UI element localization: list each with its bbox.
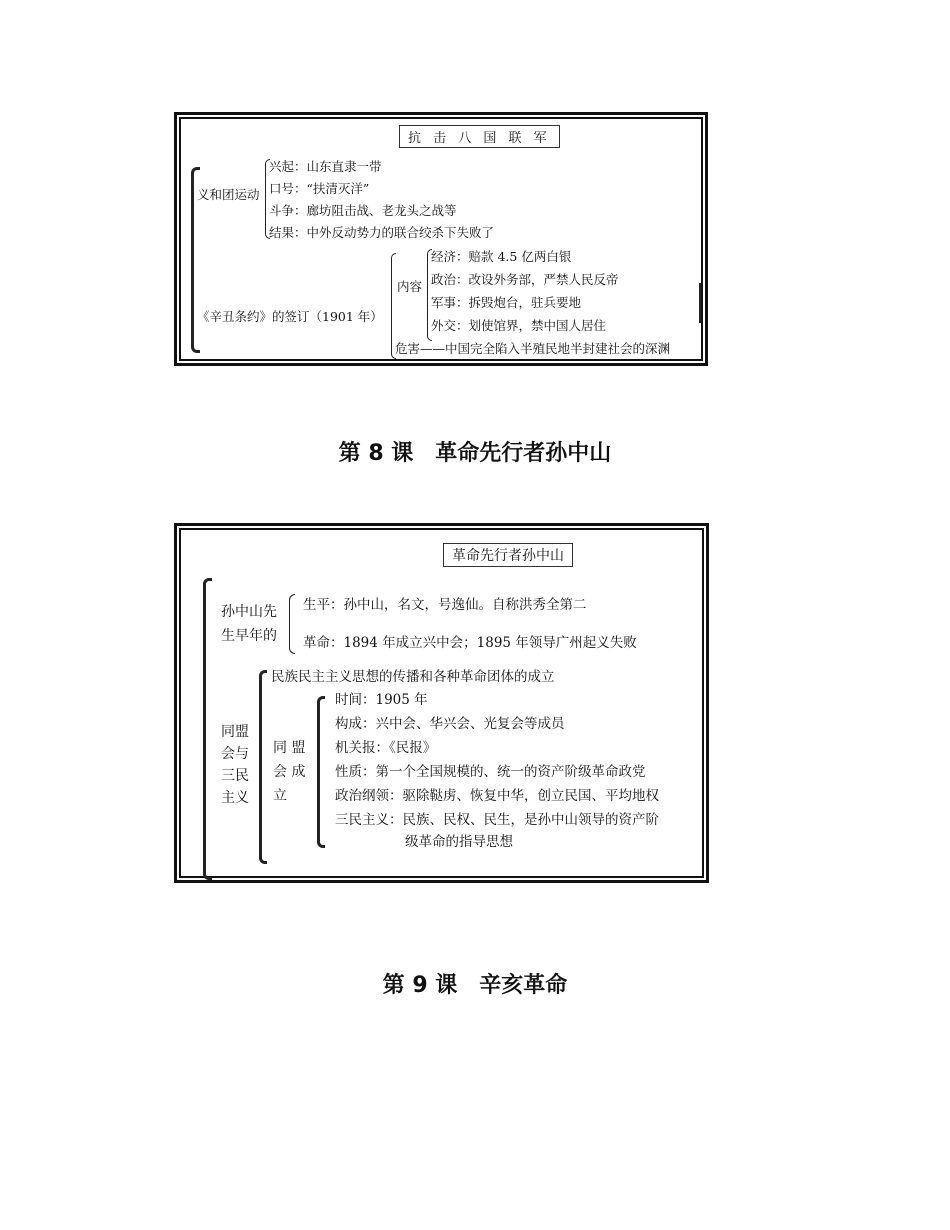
yihetuan-item: 兴起：山东直隶一带: [269, 159, 382, 174]
league-label: 三民: [221, 768, 249, 784]
spread-text: 民族民主主义思想的传播和各种革命团体的成立: [271, 669, 555, 685]
league-label: 主义: [221, 790, 249, 806]
diagram-sun-yat-sen: [174, 523, 709, 883]
founding-item: 三民主义：民族、民权、民生，是孙中山领导的资产阶: [335, 812, 659, 828]
yihetuan-item: 结果：中外反动势力的联合绞杀下失败了: [269, 225, 495, 240]
founding-item-continued: 级革命的指导思想: [405, 834, 513, 850]
content-item: 外交：划使馆界，禁中国人居住: [431, 318, 607, 333]
content-label: 内容: [397, 279, 423, 294]
founding-item: 机关报：《民报》: [335, 740, 437, 756]
early-label: 生早年的: [221, 628, 277, 644]
lesson-8-heading: 第 8 课 革命先行者孙中山: [338, 441, 612, 466]
league-label: 会与: [221, 746, 249, 762]
early-item: 生平：孙中山，名文，号逸仙。自称洪秀全第二: [303, 597, 587, 613]
right-edge-mark: [699, 283, 701, 323]
content-item: 政治：改设外务部，严禁人民反帝: [431, 272, 619, 287]
league-bracket: [259, 670, 267, 864]
yihetuan-item: 斗争：廊坊阻击战、老龙头之战等: [269, 203, 457, 218]
content-item: 军事：拆毁炮台，驻兵要地: [431, 295, 582, 310]
league-label: 同盟: [221, 724, 249, 740]
content-item: 经济：赔款 4.5 亿两白银: [431, 249, 572, 264]
founding-bracket: [317, 696, 325, 848]
founding-item: 时间：1905 年: [335, 692, 428, 708]
main-bracket: [203, 578, 212, 880]
yihetuan-label: 义和团运动: [197, 187, 260, 202]
founding-label: 同 盟: [273, 740, 306, 756]
founding-item: 构成：兴中会、华兴会、光复会等成员: [335, 716, 565, 732]
early-label: 孙中山先: [221, 604, 277, 620]
early-bracket: [289, 594, 295, 654]
treaty-label: 《辛丑条约》的签订（1901 年）: [197, 309, 383, 324]
founding-label: 立: [273, 788, 287, 804]
founding-label: 会 成: [273, 764, 306, 780]
treaty-harm: 危害——中国完全陷入半殖民地半封建社会的深渊: [395, 341, 671, 356]
lesson-9-heading: 第 9 课 辛亥革命: [382, 973, 568, 998]
founding-item: 性质：第一个全国规模的、统一的资产阶级革命政党: [335, 764, 646, 780]
early-item: 革命：1894 年成立兴中会；1895 年领导广州起义失败: [303, 635, 637, 651]
diagram-title: 抗 击 八 国 联 军: [399, 125, 560, 148]
founding-item: 政治纲领：驱除鞑虏、恢复中华，创立民国、平均地权: [335, 788, 659, 804]
diagram-resist-eight-nation-alliance: [174, 112, 708, 366]
yihetuan-item: 口号：“扶清灭洋”: [269, 181, 370, 196]
diagram-title: 革命先行者孙中山: [443, 543, 573, 567]
